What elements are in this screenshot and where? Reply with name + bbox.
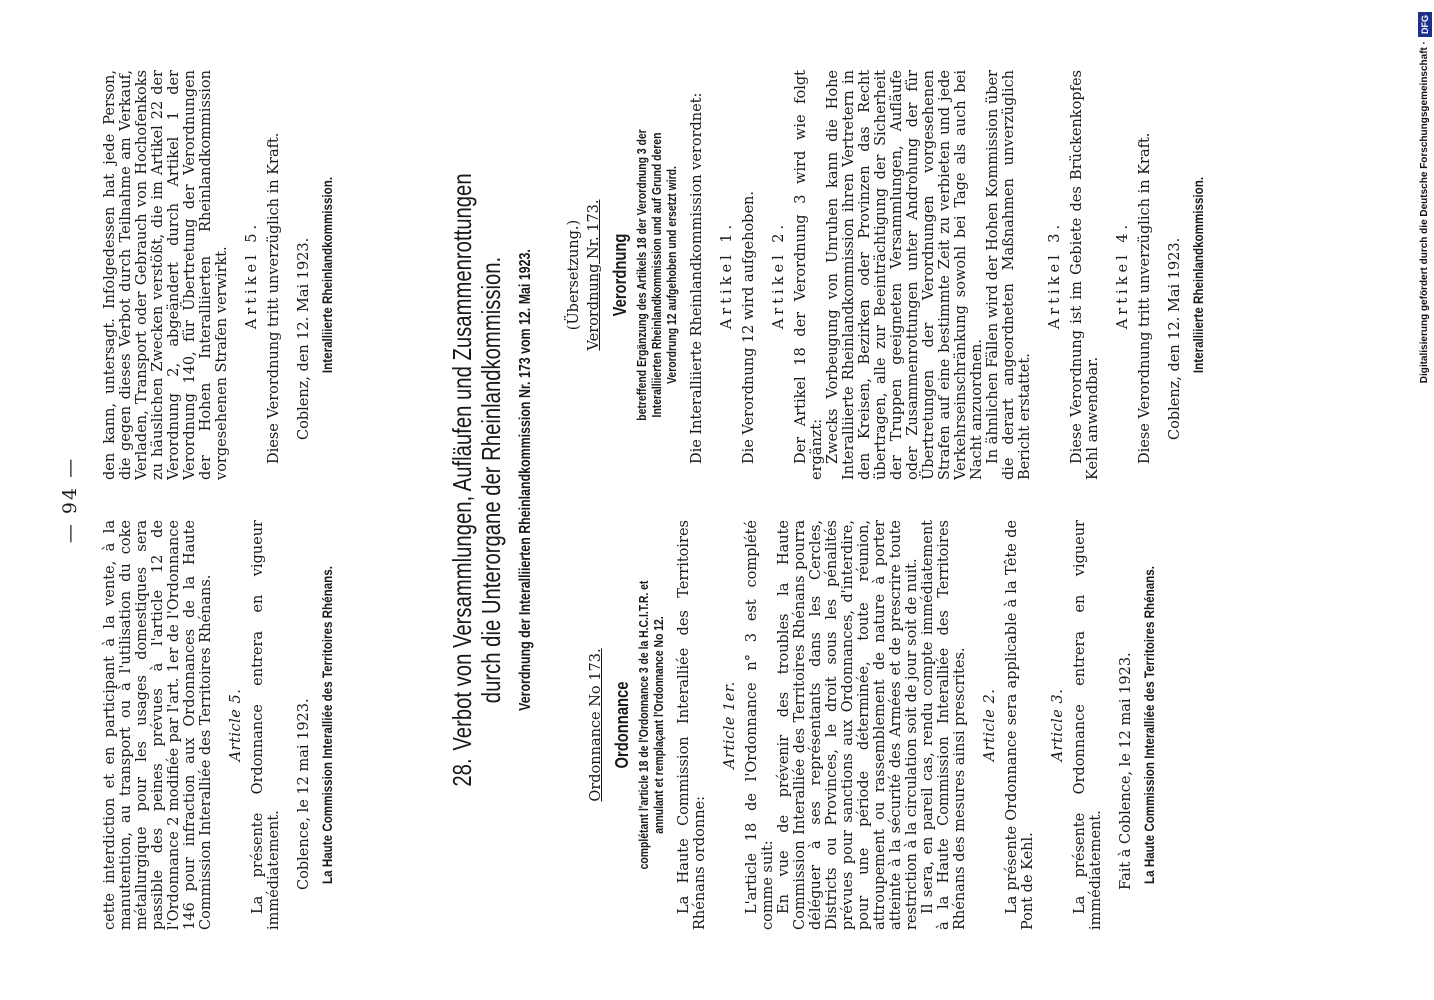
french-ordinance-title: Ordonnance [612,681,632,769]
french-date-top: Coblence, le 12 mai 1923. [296,698,312,890]
french-article3-text: La présente Ordonnance entrera en vigueur immédiatement. [1072,520,1104,930]
german-article4-title: Artikel 4. [1115,220,1131,330]
french-signature-top: La Haute Commission Interalliée des Territoires Rhénans. [320,566,335,884]
french-article1-p2: Il sera, en pareil cas, rendu compte immédiatement à la Haute Commission Interalliée des Territoires Rhénans des mesures ainsi prescrites. [920,520,968,930]
german-article1-title: Artikel 1. [719,220,735,330]
german-article3-title: Artikel 3. [1047,220,1063,330]
right-column-top [102,70,335,480]
german-article2-p2: In ähnlichen Fällen wird der Hohen Kommission über die derart angeordneten Maßnahmen unverzüglich Bericht erstattet. [985,70,1033,480]
section-number: 28. [447,758,477,787]
section-heading [448,149,506,812]
french-article1-intro: L'article 18 de l'Ordonnance n° 3 est complété comme suit: [744,520,776,930]
german-article1-text: Die Verordnung 12 wird aufgehoben. [741,191,757,464]
german-signature: Interalliierte Rheinlandkommission. [1191,176,1206,374]
section-title: Verbot von Versammlungen, Aufläufen und Zusammenrottungen durch die Unterorgane der Rheinlandkommission. [447,173,506,751]
french-article5-text: La présente Ordonnance entrera en vigueur immédiatement. [250,520,282,930]
german-preamble: Die Interalliierte Rheinlandkommission verordnet: [689,92,705,464]
dfg-logo: DFG [1418,12,1432,37]
german-signature-top: Interalliierte Rheinlandkommission. [320,176,335,374]
german-article2-p1: Zwecks Vorbeugung von Unruhen kann die Hohe Interalliierte Rheinlandkommission ihren Vertretern in den Kreisen, Bezirken oder Provinzen das Recht übertragen, alle zur Beeinträchtigung der Sicherheit der Truppen geeigneten Versammlungen, Aufläufe oder Zusammenrottungen unter Androhung der für Übertretungen der Verordnungen vorgesehenen Strafen auf eine bestimmte Zeit zu verbieten und jede Verkehrseinschränkung sowohl bei Tage als auch bei Nacht anzuordnen. [825,70,985,480]
german-article5-text: Diese Verordnung tritt unverzüglich in Kraft. [266,132,282,464]
left-column-top [102,520,335,930]
french-preamble: La Haute Commission Interalliée des Territoires Rhénans ordonne: [676,520,708,930]
german-date-top: Coblenz, den 12. Mai 1923. [296,237,312,440]
french-article1-p1: En vue de prévenir des troubles la Haute Commission Interalliée des Territoires Rhénans pourra déléguer à ses représentants dans les Cercles, Districts ou Provinces, le droit sous les pénalités prévues pour sanctions aux Ordonnances, d'interdire, pour une période déterminée, toute réunion, attroupement ou rassemblement de nature à porter atteinte à la sécurité des Armées et de prescrire toute restriction à la circulation soit de jour soit de nuit. [776,520,920,930]
french-signature: La Haute Commission Interalliée des Territoires Rhénans. [1142,566,1157,884]
german-date: Coblenz, den 12. Mai 1923. [1167,237,1183,440]
page-number: — 94 — [59,456,81,544]
french-continuation: cette interdiction et en participant à la vente, à la manutention, au transport ou à l'utilisation du coke métallurgique pour les usages domestiques sera passible des peines prévues à l'article 12 de l'Ordonnance 2 modifiée par l'art. 1er de l'Ordonnance 146 pour infraction aux Ordonnances de la Haute Commission Interalliée des Territoires Rhénans. [102,520,214,930]
french-ordinance-subtitle: complétant l'article 18 de l'Ordonnance 3 de la H.C.I.T.R. et annulant et remplaçant l'Ordonnance No 12. [636,580,666,870]
german-article4-text: Diese Verordnung tritt unverzüglich in Kraft. [1137,132,1153,464]
section-subtitle: Verordnung der Interalliierten Rheinlandkommission Nr. 173 vom 12. Mai 1923. [517,249,534,711]
german-article2-intro: Der Artikel 18 der Verordnung 3 wird wie folgt ergänzt: [793,70,825,480]
french-article2-text: La présente Ordonnance sera applicable à la Tête de Pont de Kehl. [1004,520,1036,930]
translation-note: (Übersetzung.) [566,219,582,331]
german-ordinance-title: Verordnung [610,233,630,317]
french-ordinance [584,520,1157,930]
funding-credit-text: Digitalisierung gefördert durch die Deutsche Forschungsgemeinschaft · [1419,41,1430,384]
german-article3-text: Diese Verordnung ist im Gebiete des Brückenkopfes Kehl anwendbar. [1069,70,1101,480]
french-article1-title: Article 1er. [722,681,738,769]
french-article5-title: Article 5. [228,688,244,762]
french-ordinance-number: Ordonnance No 173. [588,648,604,802]
german-ordinance-subtitle: betreffend Ergänzung des Artikels 18 der Verordnung 3 der Interalliierten Rheinlandkommission und auf Grund deren Verordrung 12 aufgehoben und ersetzt wird. [634,129,679,421]
german-continuation: den kann, untersagt. Infolgedessen hat jede Person, die gegen dieses Verbot durch Teilnahme am Verkauf, Verladen, Transport oder Gebrauch von Hochofenkoks zu häuslichen Zwecken verstößt, die im Artikel 22 der Verordnung 2, abgeändert durch Artikel 1 der Verordnung 140, für Übertretung der Verordnungen der Hohen Interalliierten Rheinlandkommission vorgesehenen Strafen verwirkt. [102,70,230,480]
german-article5-title: Artikel 5. [244,220,260,330]
funding-credit [1416,0,1434,1000]
french-date: Fait à Coblence, le 12 mai 1923. [1118,652,1134,890]
german-article2-title: Artikel 2. [771,220,787,330]
german-ordinance [566,70,1206,480]
french-article3-title: Article 3. [1050,688,1066,762]
german-ordinance-number: Verordnung Nr. 173. [586,199,602,351]
french-article2-title: Article 2. [982,688,998,762]
